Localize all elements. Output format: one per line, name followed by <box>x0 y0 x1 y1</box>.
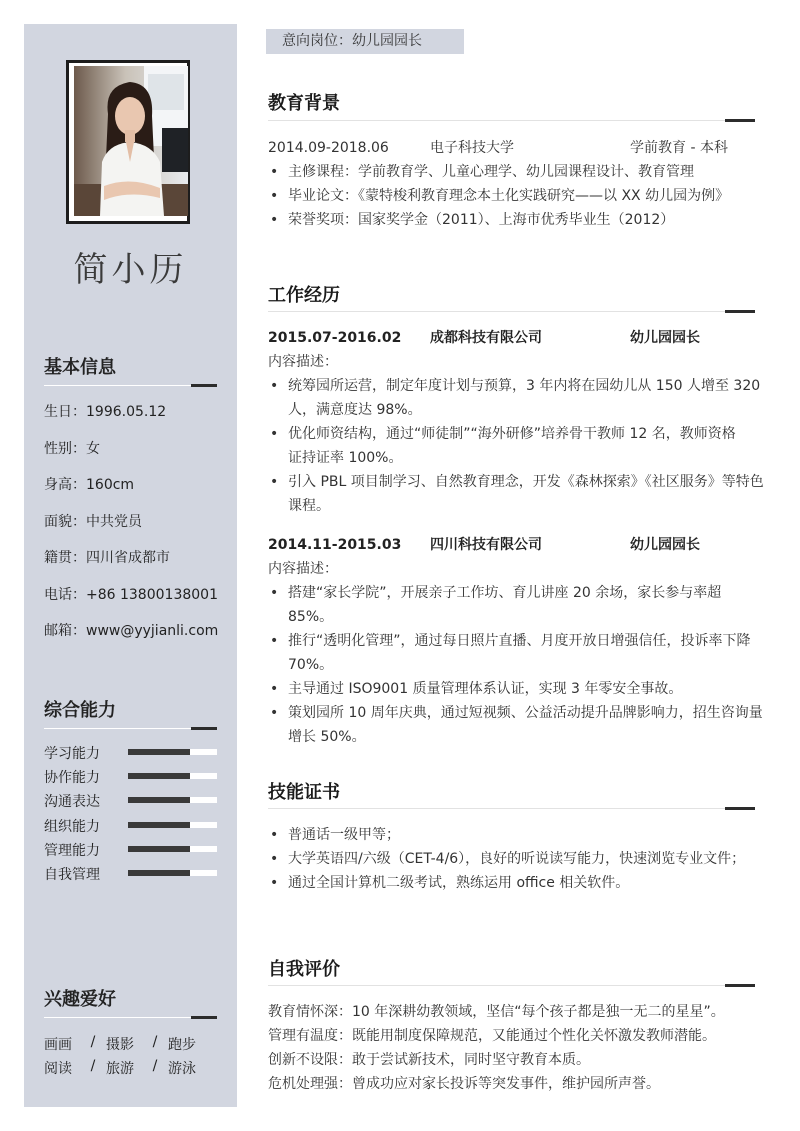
self-eval-block <box>268 1000 768 1096</box>
skill-level-fill <box>128 822 190 828</box>
hobby-row <box>44 1058 224 1082</box>
info-political: 面貌：中共党员 <box>44 513 142 530</box>
self-eval-line: 管理有温度：既能用制度保障规范，又能通过个性化关怀激发教师潜能。 <box>268 1028 716 1044</box>
job-header <box>268 533 768 557</box>
self-eval-line: 创新不设限：敢于尝试新技术，同时坚守教育本质。 <box>268 1052 590 1068</box>
certs-block <box>268 823 768 895</box>
job-role: 幼儿园园长 <box>630 330 700 346</box>
job-period: 2014.11-2015.03 <box>268 537 402 553</box>
skill-row <box>44 864 224 888</box>
work-block-2 <box>268 533 768 749</box>
list-item: • 推行“透明化管理”，通过每日照片直播、月度开放日增强信任，投诉率下降 70%。 <box>268 629 768 677</box>
section-divider <box>44 1017 217 1018</box>
skill-level-bar <box>128 870 217 876</box>
sidebar <box>24 24 237 1107</box>
hobby-item: 阅读 <box>44 1061 72 1077</box>
education-bullets <box>268 160 768 232</box>
self-eval-line: 教育情怀深：10 年深耕幼教领域，坚信“每个孩子都是独一无二的星星”。 <box>268 1004 725 1020</box>
info-email: 邮箱：www@yyjianli.com <box>44 623 219 639</box>
skill-level-fill <box>128 749 190 755</box>
section-divider <box>268 311 755 312</box>
hobby-row <box>44 1034 224 1058</box>
skill-label: 管理能力 <box>44 842 100 859</box>
list-item: • 主修课程：学前教育学、儿童心理学、幼儿园课程设计、教育管理 <box>268 160 768 184</box>
skills-list <box>44 743 224 888</box>
job-company: 成都科技有限公司 <box>430 330 542 346</box>
skill-label: 学习能力 <box>44 746 100 762</box>
education-header <box>268 136 768 160</box>
section-title-hobbies: 兴趣爱好 <box>44 989 116 1010</box>
skill-level-bar <box>128 846 217 852</box>
hobby-separator: / <box>152 1058 158 1074</box>
list-item: • 主导通过 ISO9001 质量管理体系认证，实现 3 年零安全事故。 <box>268 677 768 701</box>
hobby-separator: / <box>90 1034 96 1050</box>
skill-row <box>44 840 224 864</box>
section-divider <box>268 985 755 986</box>
hobby-item: 跑步 <box>168 1037 196 1053</box>
hobbies-list <box>44 1034 224 1082</box>
skill-level-fill <box>128 870 190 876</box>
hobby-item: 摄影 <box>106 1037 134 1053</box>
section-title-work: 工作经历 <box>268 285 340 306</box>
list-item: • 搭建“家长学院”，开展亲子工作坊、育儿讲座 20 余场，家长参与率超 85%。 <box>268 581 768 629</box>
skill-row <box>44 767 224 791</box>
education-school: 电子科技大学 <box>430 140 514 156</box>
job-target-tag: 意向岗位：幼儿园园长 <box>266 29 464 54</box>
info-gender: 性别：女 <box>44 440 100 457</box>
person-name: 简小历 <box>73 250 188 290</box>
skill-level-fill <box>128 773 190 779</box>
certs-bullets <box>268 823 768 895</box>
job-period: 2015.07-2016.02 <box>268 330 402 346</box>
section-title-self-eval: 自我评价 <box>268 959 340 980</box>
profile-photo-frame <box>66 60 190 224</box>
self-eval-line: 危机处理强：曾成功应对家长投诉等突发事件，维护园所声誉。 <box>268 1076 660 1092</box>
hobby-separator: / <box>152 1034 158 1050</box>
skill-level-fill <box>128 846 190 852</box>
list-item: • 荣誉奖项：国家奖学金（2011）、上海市优秀毕业生（2012） <box>268 208 768 232</box>
job-role: 幼儿园园长 <box>630 537 700 553</box>
hobby-separator: / <box>90 1058 96 1074</box>
education-major: 学前教育 - 本科 <box>630 140 728 156</box>
list-item: • 引入 PBL 项目制学习、自然教育理念，开发《森林探索》《社区服务》等特色 课程。 <box>268 470 768 518</box>
profile-photo <box>74 66 188 216</box>
hobby-item: 画画 <box>44 1037 72 1053</box>
job-company: 四川科技有限公司 <box>430 537 542 553</box>
job-header <box>268 326 768 350</box>
skill-row <box>44 791 224 815</box>
section-title-certs: 技能证书 <box>268 782 340 803</box>
skill-row <box>44 743 224 767</box>
list-item: • 大学英语四/六级（CET-4/6），良好的听说读写能力，快速浏览专业文件； <box>268 847 768 871</box>
info-hometown: 籍贯：四川省成都市 <box>44 550 170 566</box>
skill-row <box>44 816 224 840</box>
job-bullets <box>268 581 768 749</box>
section-title-education: 教育背景 <box>268 93 340 114</box>
list-item: • 普通话一级甲等； <box>268 823 768 847</box>
work-block-1 <box>268 326 768 518</box>
skill-label: 组织能力 <box>44 818 100 835</box>
list-item: • 统筹园所运营，制定年度计划与预算，3 年内将在园幼儿从 150 人增至 320 人，满意度达 98%。 <box>268 374 768 422</box>
hobby-item: 旅游 <box>106 1061 134 1077</box>
job-bullets <box>268 374 768 518</box>
skill-label: 沟通表达 <box>44 794 100 811</box>
info-birthday: 生日：1996.05.12 <box>44 404 167 420</box>
hobby-item: 游泳 <box>168 1061 196 1077</box>
section-divider <box>268 808 755 809</box>
list-item: • 优化师资结构，通过“师徒制”“海外研修”培养骨干教师 12 名，教师资格 证持证率 100%。 <box>268 422 768 470</box>
info-phone: 电话：+86 13800138001 <box>44 586 218 603</box>
skill-label: 自我管理 <box>44 866 100 883</box>
skill-level-bar <box>128 773 217 779</box>
job-desc-label: 内容描述： <box>268 354 338 370</box>
basic-info-list <box>44 401 234 657</box>
skill-level-bar <box>128 749 217 755</box>
section-title-skills: 综合能力 <box>44 700 116 721</box>
job-desc-label: 内容描述： <box>268 561 338 577</box>
portrait-image <box>74 66 188 216</box>
list-item: • 毕业论文：《蒙特梭利教育理念本土化实践研究——以 XX 幼儿园为例》 <box>268 184 768 208</box>
info-height: 身高：160cm <box>44 477 135 493</box>
education-period: 2014.09-2018.06 <box>268 140 389 156</box>
skill-level-fill <box>128 797 190 803</box>
list-item: • 策划园所 10 周年庆典，通过短视频、公益活动提升品牌影响力，招生咨询量 增长 50%。 <box>268 701 768 749</box>
list-item: • 通过全国计算机二级考试，熟练运用 office 相关软件。 <box>268 871 768 895</box>
skill-level-bar <box>128 822 217 828</box>
section-title-basic-info: 基本信息 <box>44 357 116 378</box>
section-divider <box>44 385 217 386</box>
education-block <box>268 136 768 232</box>
skill-level-bar <box>128 797 217 803</box>
skill-label: 协作能力 <box>44 770 100 787</box>
section-divider <box>268 120 755 121</box>
section-divider <box>44 728 217 729</box>
